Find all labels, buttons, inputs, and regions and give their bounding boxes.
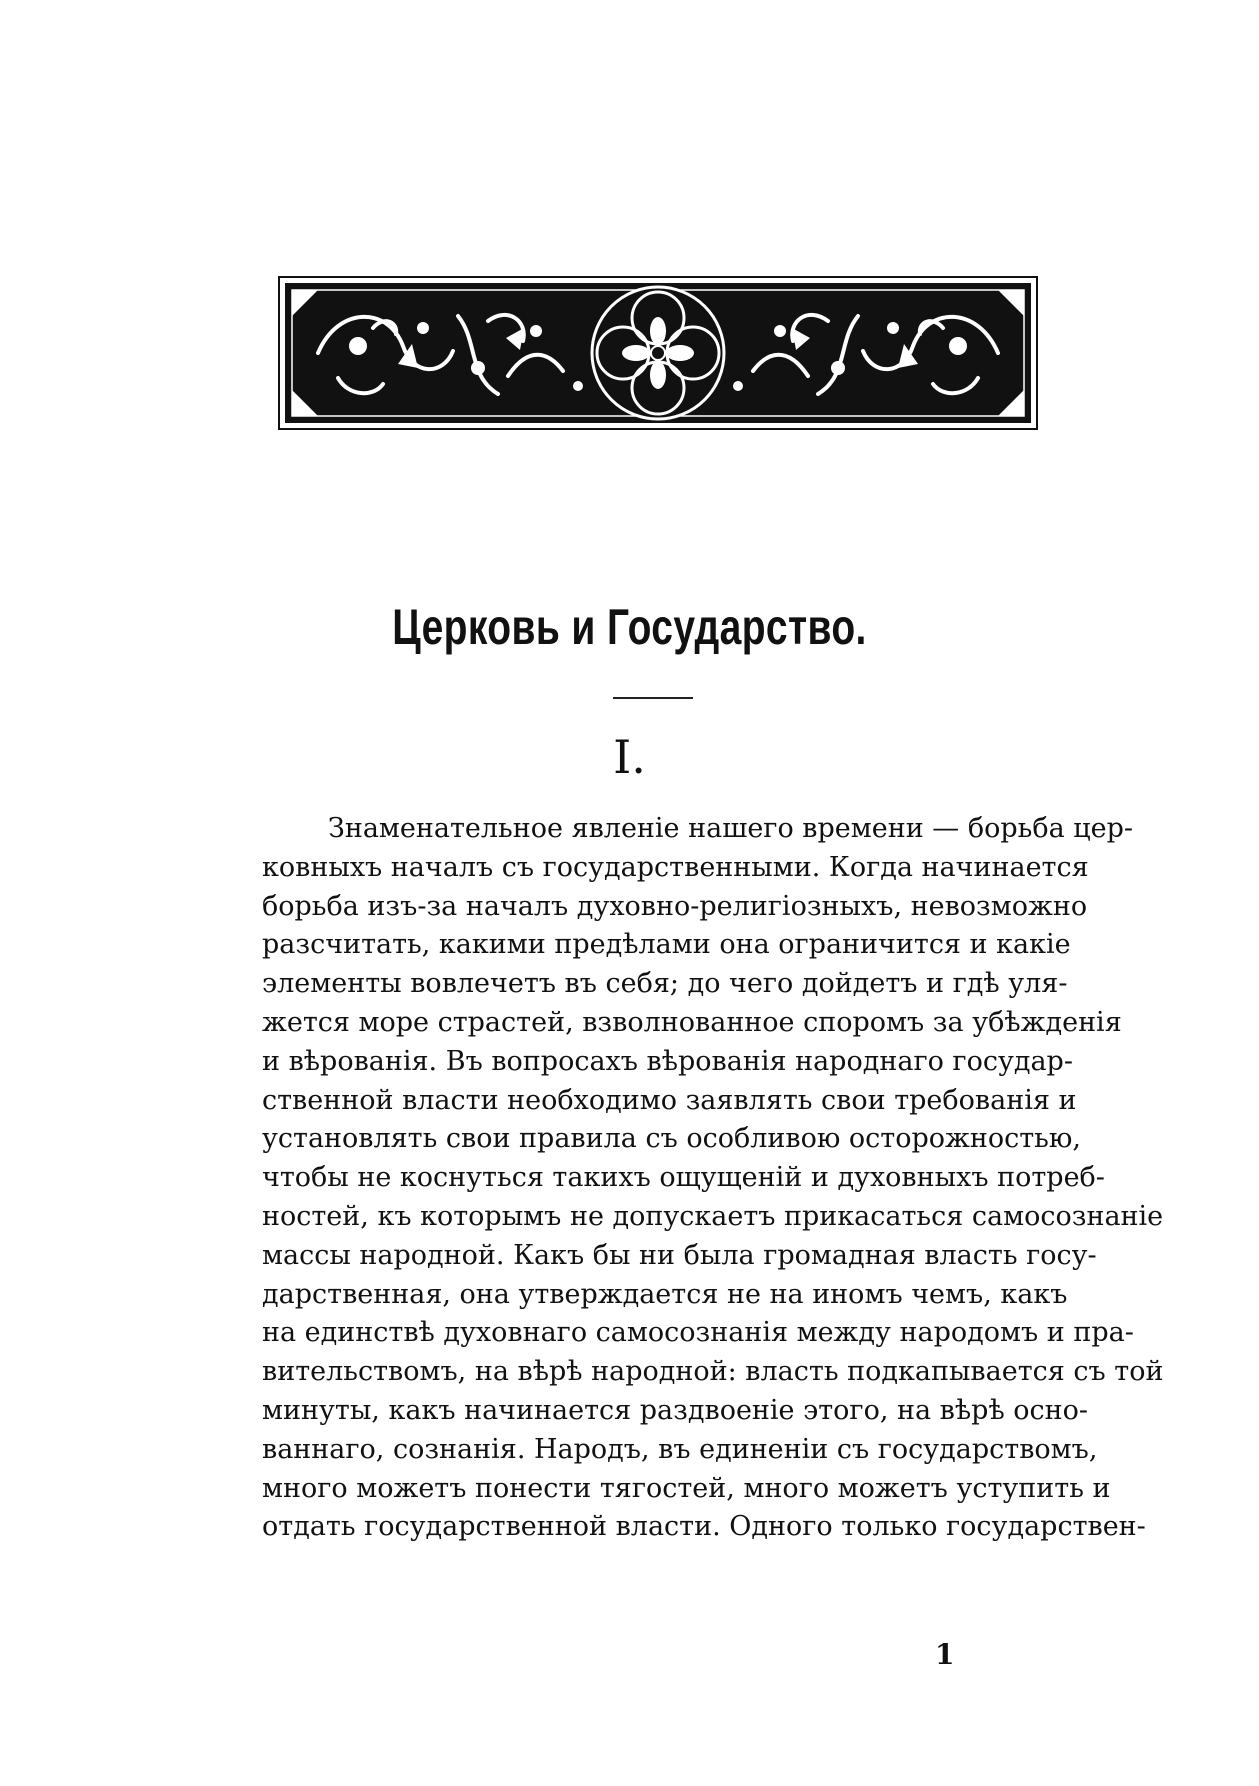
- page-number: 1: [935, 1638, 955, 1671]
- chapter-title: Церковь и Государство.: [392, 599, 867, 655]
- body-text: [262, 810, 1164, 1547]
- section-numeral: I.: [613, 730, 646, 784]
- title-divider: [613, 697, 693, 699]
- text-line: элементы вовлечетъ въ себя; до чего дойдетъ и гдѣ уля-: [262, 968, 1068, 1000]
- text-line: жется море страстей, взволнованное споромъ за убѣжденія: [262, 1006, 1122, 1038]
- text-line: много можетъ понести тягостей, много можетъ уступить и: [262, 1472, 1111, 1504]
- text-line: чтобы не коснуться такихъ ощущеній и духовныхъ потреб-: [262, 1162, 1105, 1194]
- text-line: массы народной. Какъ бы ни была громадная власть госу-: [262, 1239, 1097, 1271]
- text-line: разсчитать, какими предѣлами она ограничится и какіе: [262, 929, 1071, 961]
- text-line: ностей, къ которымъ не допускаетъ прикасаться самосознаніе: [262, 1200, 1164, 1232]
- text-line: ковныхъ началъ съ государственными. Когда начинается: [262, 851, 1089, 883]
- text-line: вительствомъ, на вѣрѣ народной: власть подкапывается съ той: [262, 1356, 1164, 1388]
- text-line: дарственная, она утверждается не на иномъ чемъ, какъ: [262, 1278, 1068, 1310]
- text-line: и вѣрованія. Въ вопросахъ вѣрованія народнаго государ-: [262, 1045, 1073, 1077]
- text-line: Знаменательное явленіе нашего времени — борьба цер-: [328, 813, 1134, 844]
- headpiece-ornament: [278, 276, 1038, 430]
- text-line: на единствѣ духовнаго самосознанія между народомъ и пра-: [262, 1317, 1134, 1349]
- text-line: минуты, какъ начинается раздвоеніе этого, на вѣрѣ осно-: [262, 1394, 1089, 1426]
- text-line: ственной власти необходимо заявлять свои требованія и: [262, 1084, 1077, 1116]
- text-line: отдать государственной власти. Одного только государствен-: [262, 1511, 1146, 1543]
- text-line: борьба изъ-за началъ духовно-религіозныхъ, невозможно: [262, 890, 1088, 922]
- text-line: установлять свои правила съ особливою осторожностью,: [262, 1123, 1081, 1155]
- text-line: ваннаго, сознанія. Народъ, въ единеніи съ государствомъ,: [262, 1433, 1098, 1465]
